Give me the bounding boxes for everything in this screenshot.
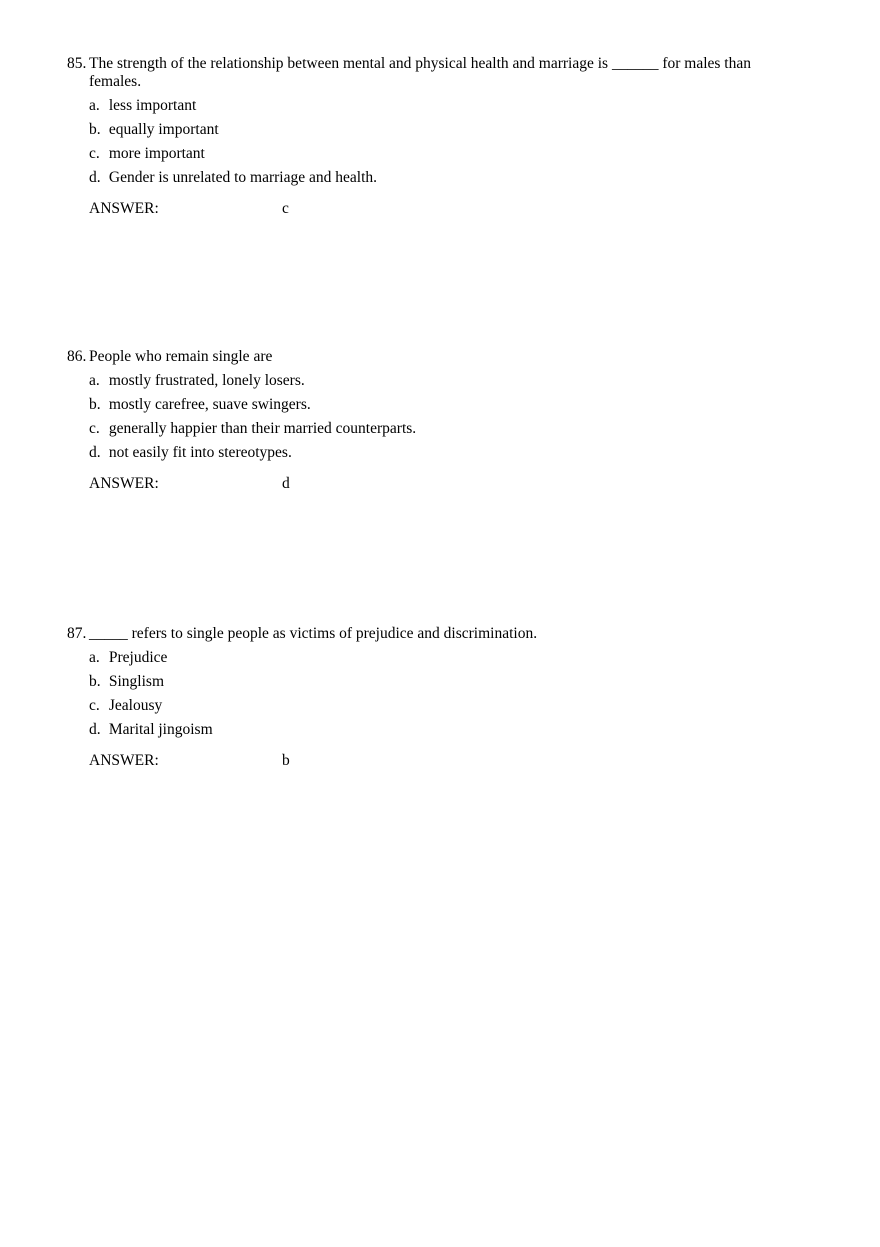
option-d	[89, 441, 787, 465]
option-letter: b.	[89, 121, 101, 138]
question-text: _____ refers to single people as victims of prejudice and discrimination.	[89, 625, 538, 642]
answer-label: ANSWER:	[89, 752, 159, 769]
option-letter: c.	[89, 697, 100, 714]
option-letter: c.	[89, 145, 100, 162]
question-stem	[67, 625, 787, 643]
option-letter: a.	[89, 649, 100, 666]
answer-label: ANSWER:	[89, 200, 159, 217]
question-stem	[67, 55, 787, 91]
option-c	[89, 694, 787, 718]
option-text: equally important	[108, 121, 219, 138]
question-number: 86.	[67, 348, 87, 365]
answer-value: b	[282, 752, 290, 769]
answer-value: d	[282, 475, 290, 492]
option-letter: c.	[89, 420, 100, 437]
option-letter: d.	[89, 444, 101, 461]
option-b	[89, 118, 787, 142]
question-86	[67, 348, 787, 494]
option-c	[89, 417, 787, 441]
option-a	[89, 646, 787, 670]
option-text: Singlism	[108, 673, 165, 690]
option-d	[89, 166, 787, 190]
question-number: 87.	[67, 625, 87, 642]
options-list	[67, 369, 787, 465]
question-text: People who remain single are	[89, 348, 273, 365]
options-list	[67, 94, 787, 190]
option-b	[89, 393, 787, 417]
question-stem	[67, 348, 787, 366]
option-text: not easily fit into stereotypes.	[108, 444, 292, 461]
option-text: Gender is unrelated to marriage and health.	[108, 169, 377, 186]
option-text: Marital jingoism	[108, 721, 213, 738]
question-number: 85.	[67, 55, 87, 72]
option-letter: b.	[89, 396, 101, 413]
answer-row	[67, 474, 787, 494]
option-text: Prejudice	[108, 649, 168, 666]
answer-row	[67, 751, 787, 771]
answer-value: c	[282, 200, 289, 217]
option-text: mostly frustrated, lonely losers.	[108, 372, 305, 389]
options-list	[67, 646, 787, 742]
option-a	[89, 94, 787, 118]
option-letter: b.	[89, 673, 101, 690]
option-letter: a.	[89, 97, 100, 114]
option-letter: d.	[89, 721, 101, 738]
option-b	[89, 670, 787, 694]
option-text: Jealousy	[108, 697, 163, 714]
option-letter: a.	[89, 372, 100, 389]
option-a	[89, 369, 787, 393]
question-85	[67, 55, 787, 219]
question-text: The strength of the relationship between mental and physical health and marriage is ______ for males than females.	[89, 55, 751, 90]
option-text: generally happier than their married counterparts.	[108, 420, 417, 437]
option-d	[89, 718, 787, 742]
option-text: less important	[108, 97, 197, 114]
option-c	[89, 142, 787, 166]
option-letter: d.	[89, 169, 101, 186]
option-text: mostly carefree, suave swingers.	[108, 396, 311, 413]
answer-row	[67, 199, 787, 219]
option-text: more important	[108, 145, 205, 162]
question-87	[67, 625, 787, 771]
answer-label: ANSWER:	[89, 475, 159, 492]
